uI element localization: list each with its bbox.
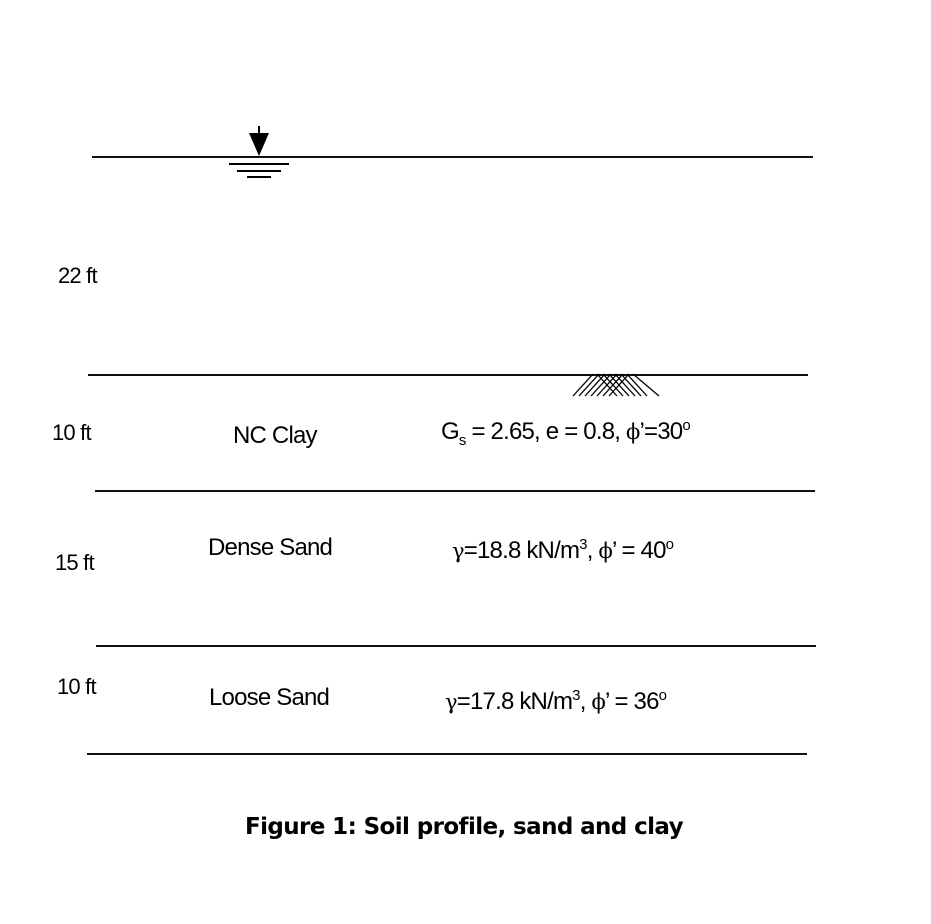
phi-symbol: ϕ	[598, 539, 612, 563]
depth-label-loose-sand: 10 ft	[57, 674, 96, 699]
loose-sand-bottom-boundary	[87, 753, 807, 755]
dense-sand-properties	[452, 537, 673, 565]
clay-top-boundary	[88, 374, 808, 376]
dense-sand-unit-weight: =18.8 kN/m	[463, 537, 580, 564]
clay-values: = 2.65, e = 0.8,	[465, 418, 626, 445]
dense-sand-bottom-boundary	[96, 645, 816, 647]
clay-bottom-boundary	[95, 490, 815, 492]
separator: ,	[579, 688, 592, 715]
depth-label-water-layer: 22 ft	[58, 263, 97, 288]
gs-subscript: s	[458, 431, 466, 449]
ground-surface-line	[92, 156, 813, 158]
dense-sand-friction-angle: ’ = 40	[611, 537, 666, 564]
phi-symbol: ϕ	[625, 420, 640, 444]
loose-sand-properties	[445, 688, 666, 716]
loose-sand-unit-weight: =17.8 kN/m	[456, 688, 573, 715]
degree-symbol: o	[682, 417, 690, 434]
layer-name-dense-sand: Dense Sand	[208, 534, 333, 561]
depth-label-nc-clay: 10 ft	[52, 420, 91, 445]
gs-symbol: G	[441, 418, 459, 445]
clay-hatch-icon	[565, 370, 665, 400]
nc-clay-properties	[441, 417, 690, 449]
figure-caption: Figure 1: Soil profile, sand and clay	[245, 814, 684, 840]
water-table-icon	[225, 126, 295, 186]
separator: ,	[586, 537, 599, 564]
layer-name-nc-clay: NC Clay	[233, 422, 317, 449]
loose-sand-friction-angle: ’ = 36	[604, 688, 659, 715]
phi-symbol: ϕ	[591, 690, 605, 714]
clay-friction-angle: ’=30	[639, 418, 683, 445]
depth-label-dense-sand: 15 ft	[55, 550, 94, 575]
cube-superscript: 3	[572, 687, 580, 704]
degree-symbol: o	[665, 536, 674, 553]
gamma-symbol: γ	[445, 690, 457, 714]
gamma-symbol: γ	[452, 539, 464, 563]
cube-superscript: 3	[579, 536, 587, 553]
degree-symbol: o	[658, 687, 667, 704]
layer-name-loose-sand: Loose Sand	[209, 684, 330, 711]
